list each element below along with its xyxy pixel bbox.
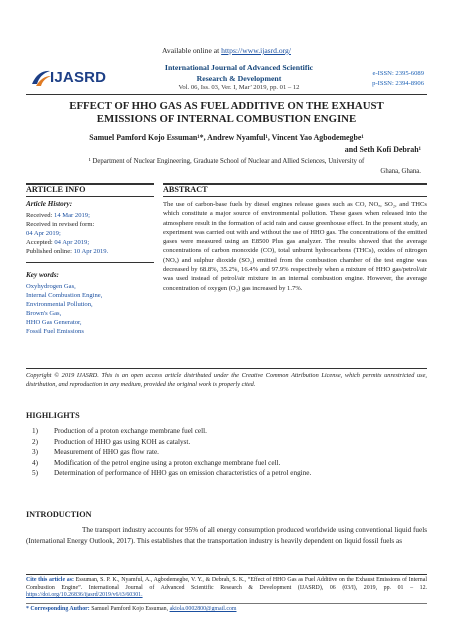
introduction-text: The transport industry accounts for 95% of all energy consumption produced worldwide using conventional liquid fuels (International Energy Outlook, 2017). This establishes that the transportation industry is heavily dependent on liquid fossil fuels as — [26, 526, 427, 545]
title-line1: EFFECT OF HHO GAS AS FUEL ADDITIVE ON THE EXHAUST — [69, 100, 384, 112]
received-label: Received: — [26, 212, 55, 219]
keyword-item: HHO Gas Generator, — [26, 319, 82, 326]
list-item — [26, 458, 427, 469]
item-number: 5) — [32, 469, 38, 477]
list-item — [26, 468, 427, 479]
header-rule — [26, 94, 427, 95]
abstract-end-rule — [26, 368, 427, 369]
corr-text: Samuel Pamford Kojo Essuman, — [89, 606, 170, 612]
received-row — [26, 211, 154, 220]
published-date: 10 Apr 2019. — [73, 248, 109, 255]
availability-line — [0, 46, 453, 55]
copyright-notice: Copyright © 2019 IJASRD. This is an open access article distributed under the Creative Common Attribution License, which permits unrestricted use, distribution, and reproduction in any medium, provided the original work is properly cited. — [26, 372, 427, 388]
accepted-row — [26, 238, 154, 247]
item-text: Production of a proton exchange membrane fuel cell. — [54, 427, 207, 435]
affiliation — [30, 157, 423, 177]
cite-label: Cite this article as: — [26, 577, 74, 583]
list-item — [26, 447, 427, 458]
logo-swoosh-icon — [30, 68, 52, 88]
accepted-date: 04 Apr 2019; — [54, 239, 90, 246]
keyword-item: Internal Combustion Engine, — [26, 292, 103, 299]
logo-text: IJASRD — [50, 69, 107, 86]
pissn: p-ISSN: 2394-8906 — [372, 80, 424, 87]
volume-info: Vol. 06, Iss. 03, Ver. I, Mar’ 2019, pp. 01 – 12 — [178, 84, 300, 91]
article-title — [30, 100, 423, 126]
doi-link[interactable]: https://doi.org/10.26836/ijasrd/2019/v6/i3/60301. — [26, 592, 143, 599]
keyword-item: Fossil Fuel Emissions — [26, 328, 84, 335]
item-number: 1) — [32, 427, 38, 435]
item-text: Measurement of HHO gas flow rate. — [54, 448, 159, 456]
affiliation-line1: ¹ Department of Nuclear Engineering, Graduate School of Nuclear and Allied Sciences, University of — [88, 158, 365, 165]
issn-block — [344, 69, 424, 89]
affiliation-line2: Ghana, Ghana. — [380, 168, 421, 175]
article-info-panel — [26, 197, 154, 336]
authors-line1: Samuel Pamford Kojo Essuman¹*, Andrew Nyamful¹, Vincent Yao Agbodemegbe¹ — [89, 133, 364, 142]
published-row — [26, 247, 154, 256]
list-item — [26, 437, 427, 448]
footer-divider — [26, 603, 427, 604]
keyword-item: Brown's Gas, — [26, 310, 62, 317]
keywords-divider — [26, 262, 154, 263]
journal-name-line1: International Journal of Advanced Scientific — [164, 63, 314, 72]
authors-line2: and Seth Kofi Debrah¹ — [344, 145, 421, 154]
abstract-heading: ABSTRACT — [163, 185, 208, 194]
corresponding-author — [26, 606, 427, 612]
revised-label: Received in revised form: — [26, 221, 95, 228]
highlights-heading: HIGHLIGHTS — [26, 411, 80, 420]
item-number: 3) — [32, 448, 38, 456]
history-heading: Article History: — [26, 200, 73, 208]
cite-text: Essuman, S. P. K., Nyamful, A., Agbodemegbe, V. Y., & Debrah, S. K., “Effect of HHO Gas as Fuel Additive on the Exhaust Emissions of Internal Combustion Engine”. International Journal of Advanced Scientific Research & Development (IJASRD), 06 (03/I), 2019, pp. 01 – 12. — [26, 577, 427, 591]
keyword-item: Oxyhydrogen Gas, — [26, 283, 76, 290]
item-text: Modification of the petrol engine using a proton exchange membrane fuel cell. — [54, 458, 281, 467]
abstract-bottom-rule — [163, 196, 427, 197]
journal-logo — [30, 66, 130, 92]
title-line2: EMISSIONS OF INTERNAL COMBUSTION ENGINE — [96, 113, 357, 125]
availability-prefix: Available online at — [162, 46, 222, 55]
highlights-list — [26, 426, 427, 479]
item-text: Determination of performance of HHO gas on emission characteristics of a petrol engine. — [54, 469, 312, 477]
item-number: 4) — [32, 458, 38, 467]
abstract-text: The use of carbon-base fuels by diesel engines release gases such as CO, NOₓ, SO₂, and THCs which constitute a major source of environmental pollution. These gases when released into the atmosphere result in the formation of acid rain and cause greenhouse effect. In the present study, an experiment was carried out with and without the use of HHO gas. The concentrations of the emitted gases were measured using an E8500 Plus gas analyzer. The results showed that the average concentrations of carbon monoxide (CO), total unburnt hydrocarbons (THCs), oxides of nitrogen (NOₓ) and sulphur dioxide (SO₂) emitted from the combustion chamber of the test engine was decreased by 68.8%, 35.2%, 16.4% and 97.9% respectively when a mixture of HHO gas/petrol/air was used instead of petrol/air mixture in an internal combustion engine. However, the average concentration of oxygen (O₂) gas increased by 1.7%. — [163, 201, 427, 292]
email-link[interactable]: akiola.0002800@gmail.com — [169, 606, 237, 612]
accepted-label: Accepted: — [26, 239, 55, 246]
authors — [30, 132, 423, 156]
eissn: e-ISSN: 2395-6089 — [372, 70, 424, 77]
article-info-heading: ARTICLE INFO — [26, 185, 86, 194]
published-label: Published online: — [26, 248, 74, 255]
revised-date: 04 Apr 2019; — [26, 230, 61, 237]
journal-name-line2: Research & Development — [196, 74, 282, 83]
item-text: Production of HHO gas using KOH as catalyst. — [54, 437, 191, 446]
keywords-heading: Key words: — [26, 271, 59, 279]
introduction-heading: INTRODUCTION — [26, 510, 92, 519]
journal-name — [134, 62, 344, 84]
item-number: 2) — [32, 437, 38, 446]
received-date: 14 Mar 2019; — [54, 212, 90, 219]
footer-rule — [26, 574, 427, 575]
list-item — [26, 426, 427, 437]
keyword-item: Environmental Pollution, — [26, 301, 93, 308]
citation — [26, 577, 427, 600]
journal-url-link[interactable]: https://www.ijasrd.org/ — [221, 46, 291, 55]
corr-label: * Corresponding Author: — [26, 606, 90, 612]
